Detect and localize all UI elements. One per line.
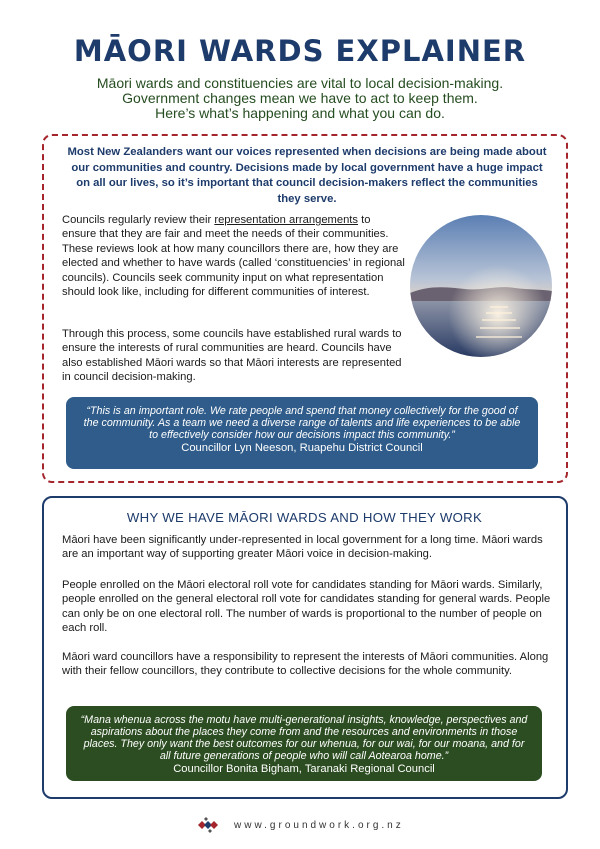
quote-attribution: Councillor Bonita Bigham, Taranaki Regional Council bbox=[173, 763, 435, 775]
section1-paragraph-2: Through this process, some councils have established rural wards to ensure the interests of rural communities are heard. Councils have also established Māori wards so that Māori interests are represented in council decision-making. bbox=[62, 328, 402, 384]
sunset-sea-photo bbox=[410, 215, 552, 357]
section1-paragraph-1 bbox=[62, 213, 407, 299]
page-title: MĀORI WARDS EXPLAINER bbox=[73, 34, 527, 68]
representation-section bbox=[42, 134, 568, 483]
footer bbox=[0, 816, 600, 836]
para1-text-after: to ensure that they are fair and meet the needs of their communities. These reviews look at how many councillors there are, how they are elected and whether to have wards (called ‘constituencies’ in regional councils). Councils seek community input on what representation should look like, including for different communities of interest. bbox=[62, 214, 405, 299]
para1-text-before: Councils regularly review their bbox=[62, 214, 215, 226]
quote-text: “This is an important role. We rate people and spend that money collectively for the good of the community. As a team we need a diverse range of talents and life experiences to be able to effectively consider how our decisions impact this community.” bbox=[83, 405, 521, 441]
subtitle-line-1: Māori wards and constituencies are vital to local decision-making. bbox=[96, 75, 504, 91]
section1-lead: Most New Zealanders want our voices represented when decisions are being made about our communities and country. Decisions made by local government have a huge impact on all our lives, so it’s important that council decision-makers reflect the communities they serve. bbox=[67, 146, 547, 205]
subtitle-line-3: Here’s what’s happening and what you can do. bbox=[155, 105, 445, 121]
representation-arrangements-link[interactable]: representation arrangements bbox=[214, 214, 359, 226]
subtitle-line-2: Government changes mean we have to act to keep them. bbox=[122, 90, 478, 106]
quote-attribution: Councillor Lyn Neeson, Ruapehu District Council bbox=[181, 442, 423, 454]
quote-lyn-neeson bbox=[66, 397, 538, 469]
website-link[interactable]: www.groundwork.org.nz bbox=[234, 819, 404, 831]
groundwork-logo-icon bbox=[196, 816, 220, 834]
quote-bonita-bigham bbox=[66, 706, 542, 781]
page-subtitle bbox=[40, 76, 560, 121]
section2-heading: WHY WE HAVE MĀORI WARDS AND HOW THEY WORK bbox=[126, 510, 483, 525]
section2-paragraph-2: People enrolled on the Māori electoral roll vote for candidates standing for Māori wards. Similarly, people enrolled on the general electoral roll vote for candidates standing for general wards. People can only be on one electoral roll. The number of wards is proportional to the number of people on each roll. bbox=[62, 579, 551, 635]
sunset-sea-image bbox=[410, 215, 552, 357]
quote-text: “Mana whenua across the motu have multi-generational insights, knowledge, perspectives and aspirations about the places they come from and the resources and environments in those places. They only want the best outcomes for our whenua, for our wai, for our moana, and for all future generations of people who will call Aotearoa home.” bbox=[80, 714, 528, 762]
section2-paragraph-1: Māori have been significantly under-represented in local government for a long time. Māori wards are an important way of supporting greater Māori voice in decision-making. bbox=[62, 534, 543, 561]
section2-paragraph-3: Māori ward councillors have a responsibility to represent the interests of Māori communities. Along with their fellow councillors, they contribute to collective decisions for the whole community. bbox=[62, 651, 549, 678]
why-maori-wards-section bbox=[42, 496, 568, 799]
